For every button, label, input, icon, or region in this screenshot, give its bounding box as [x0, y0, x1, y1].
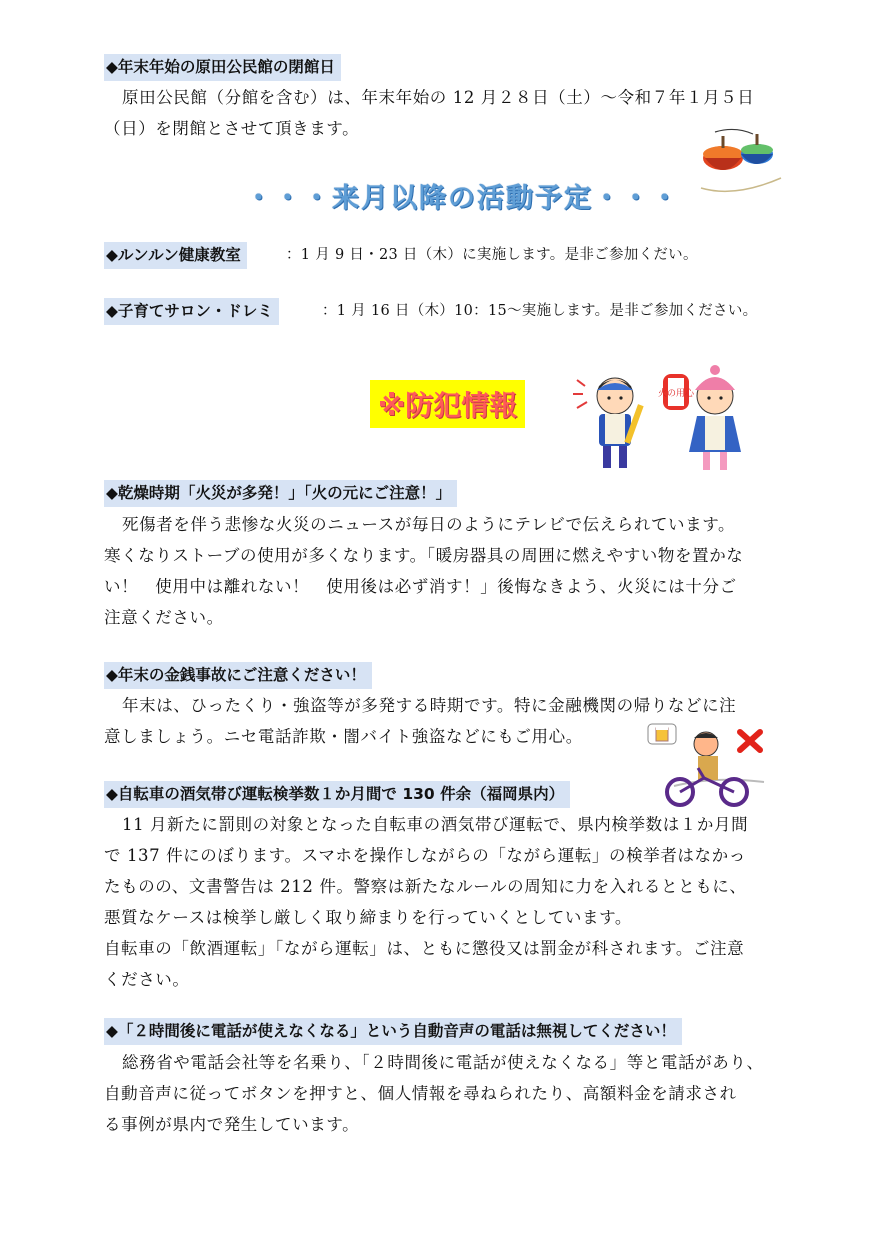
lantern-text: 火の用心 — [657, 389, 695, 399]
health-class-text: ：1 月 9 日・23 日（木）に実施します。是非ご参加くだい。 — [286, 247, 698, 263]
spinning-tops-illustration — [695, 128, 787, 194]
money-line-2: 意しましょう。ニセ電話詐欺・闇バイト強盗などにもご用心。 — [104, 727, 583, 746]
salon-text: ：1 月 16 日（木）10：15～実施します。是非ご参加ください。 — [322, 303, 758, 319]
fire-line-3: い！ 使用中は離れない！ 使用後は必ず消す！」後悔なきよう、火災には十分ご — [104, 577, 737, 596]
money-line-1: 年末は、ひったくり・強盗等が多発する時期です。特に金融機関の帰りなどに注 — [122, 696, 737, 715]
fire-line-4: 注意ください。 — [104, 608, 224, 627]
closure-line-1: 原田公民館（分館を含む）は、年末年始の 12 月２８日（土）～令和７年１月５日 — [122, 88, 755, 107]
health-class-heading: ◆ルンルン健康教室 — [104, 242, 247, 269]
bicycle-line-1: 11 月新たに罰則の対象となった自転車の酒気帯び運転で、県内検挙数は１か月間 — [122, 815, 749, 834]
bicycle-line-2: で 137 件にのぼります。スマホを操作しながらの「ながら運転」の検挙者はなかっ — [104, 846, 746, 865]
bicycle-line-6: ください。 — [104, 970, 190, 989]
closure-heading: ◆年末年始の原田公民館の閉館日 — [104, 54, 341, 81]
fire-line-1: 死傷者を伴う悲惨な火災のニュースが毎日のようにテレビで伝えられています。 — [122, 515, 736, 534]
salon-heading: ◆子育てサロン・ドレミ — [104, 298, 279, 325]
bicycle-line-4: 悪質なケースは検挙し厳しく取り締まりを行っていくとしています。 — [104, 908, 632, 927]
bicycle-line-5: 自転車の「飲酒運転」「ながら運転」は、ともに懲役又は罰金が科されます。ご注意 — [104, 939, 745, 958]
bicycle-heading: ◆自転車の酒気帯び運転検挙数１か月間で 130 件余（福岡県内） — [104, 781, 570, 808]
fire-line-2: 寒くなりストーブの使用が多くなります。「暖房器具の周囲に燃えやすい物を置かな — [104, 546, 744, 565]
closure-line-2: （日）を閉館とさせて頂きます。 — [104, 119, 360, 138]
phone-line-2: 自動音声に従ってボタンを押すと、個人情報を尋ねられたり、高額料金を請求され — [104, 1084, 737, 1103]
drunk-cyclist-illustration — [644, 716, 774, 810]
crime-prevention-title: ※防犯情報 — [370, 380, 525, 428]
schedule-banner: ・・・来月以降の活動予定・・・ — [245, 183, 680, 214]
phone-heading: ◆「２時間後に電話が使えなくなる」という自動音声の電話は無視してください！ — [104, 1018, 682, 1045]
fire-heading: ◆乾燥時期「火災が多発！」「火の元にご注意！」 — [104, 480, 457, 507]
money-heading: ◆年末の金銭事故にご注意ください！ — [104, 662, 372, 689]
fire-watch-children-illustration — [565, 360, 765, 478]
phone-line-3: る事例が県内で発生しています。 — [104, 1115, 360, 1134]
bicycle-line-3: たものの、文書警告は 212 件。警察は新たなルールの周知に力を入れるとともに、 — [104, 877, 747, 896]
phone-line-1: 総務省や電話会社等を名乗り、「２時間後に電話が使えなくなる」等と電話があり、 — [122, 1053, 764, 1072]
